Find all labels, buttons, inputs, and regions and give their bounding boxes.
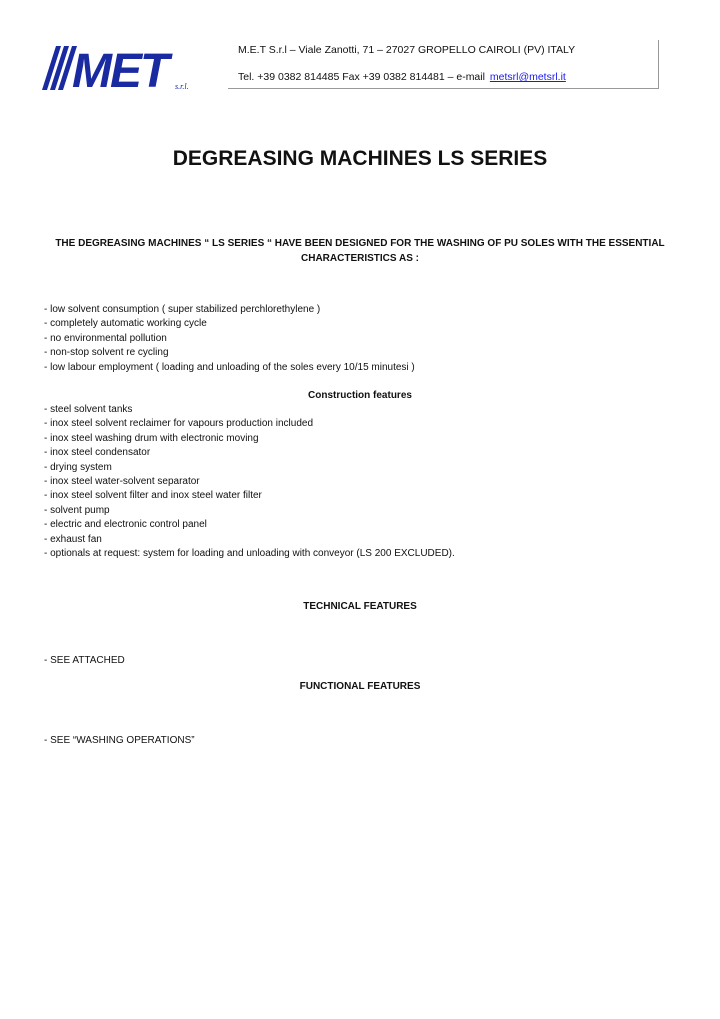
email-link[interactable]: metsrl@metsrl.it — [489, 71, 566, 83]
met-logo-graphic — [42, 44, 202, 92]
list-item: - low labour employment ( loading and unloading of the soles every 10/15 minutesi ) — [44, 361, 415, 373]
logo-suffix: s.r.l. — [175, 82, 189, 91]
characteristics-list — [44, 303, 415, 375]
functional-note: - SEE “WASHING OPERATIONS” — [44, 735, 195, 746]
list-item: - inox steel solvent filter and inox steel water filter — [44, 490, 262, 502]
list-item: - no environmental pollution — [44, 332, 167, 344]
intro-paragraph: THE DEGREASING MACHINES “ LS SERIES “ HAVE BEEN DESIGNED FOR THE WASHING OF PU SOLES WITH THE ESSENTIAL CHARACTERISTICS AS : — [55, 238, 665, 264]
list-item: - electric and electronic control panel — [44, 519, 207, 531]
list-item: - low solvent consumption ( super stabilized perchlorethylene ) — [44, 304, 321, 315]
company-logo — [42, 44, 202, 92]
list-item: - drying system — [44, 461, 112, 473]
list-item: - non-stop solvent re cycling — [44, 347, 169, 359]
list-item: - optionals at request: system for loading and unloading with conveyor (LS 200 EXCLUDED). — [44, 548, 455, 560]
list-item: - steel solvent tanks — [44, 404, 133, 415]
technical-note: - SEE ATTACHED — [44, 655, 125, 666]
construction-list — [44, 403, 455, 561]
construction-heading: Construction features — [308, 390, 412, 401]
list-item: - completely automatic working cycle — [44, 318, 207, 330]
contacts-text: Tel. +39 0382 814485 Fax +39 0382 814481 – e-mail — [238, 71, 488, 83]
list-item: - inox steel water-solvent separator — [44, 476, 200, 488]
logo-text: MET — [72, 45, 168, 92]
list-item: - exhaust fan — [44, 533, 102, 545]
header-contact-box — [228, 40, 659, 89]
technical-heading: TECHNICAL FEATURES — [303, 601, 417, 612]
list-item: - inox steel solvent reclaimer for vapours production included — [44, 418, 314, 430]
page-title: DEGREASING MACHINES LS SERIES — [172, 147, 548, 170]
list-item: - solvent pump — [44, 504, 110, 516]
list-item: - inox steel condensator — [44, 447, 151, 459]
company-contacts — [238, 71, 566, 83]
list-item: - inox steel washing drum with electronic moving — [44, 432, 259, 444]
functional-heading: FUNCTIONAL FEATURES — [299, 681, 421, 692]
company-address: M.E.T S.r.l – Viale Zanotti, 71 – 27027 GROPELLO CAIROLI (PV) ITALY — [238, 44, 576, 56]
